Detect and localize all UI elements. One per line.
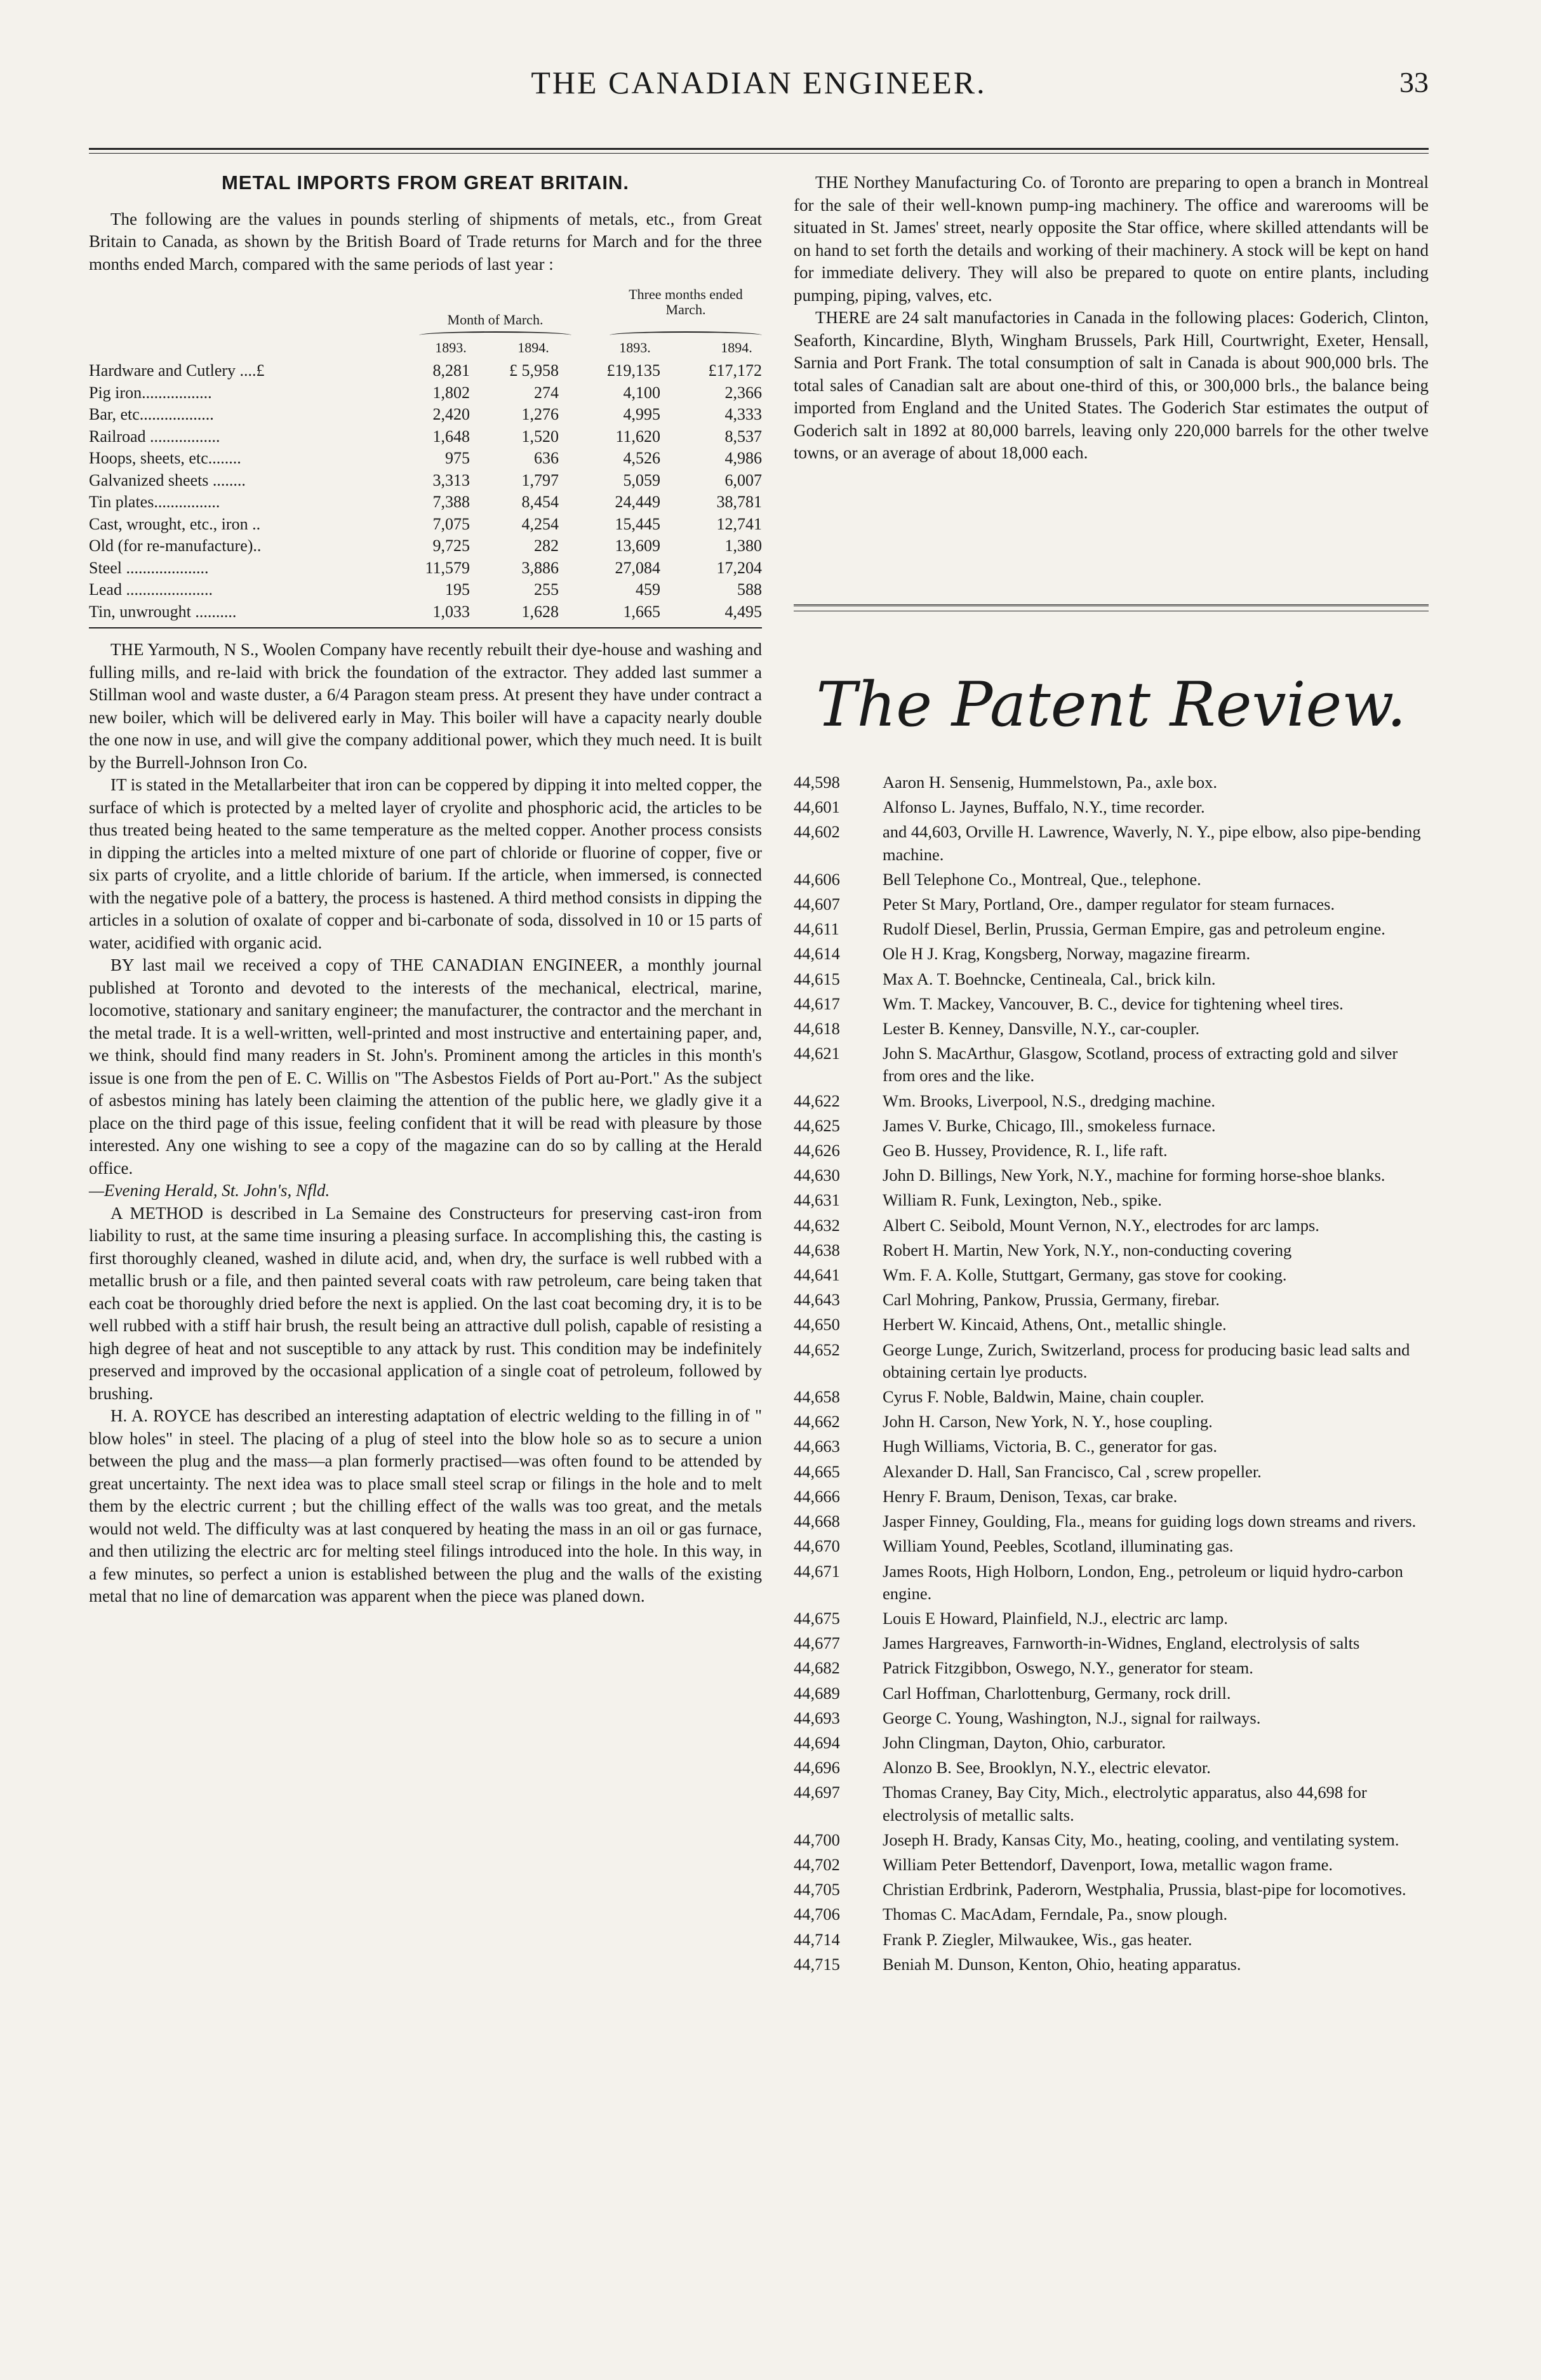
row-label: Cast, wrought, etc., iron ..: [89, 514, 261, 533]
patent-entry: [794, 1829, 1429, 1851]
patent-entry: [794, 1903, 1429, 1925]
row-label: Tin, unwrought ..........: [89, 602, 237, 621]
patent-entry: [794, 1435, 1429, 1458]
table-cell: 24,449: [615, 493, 660, 511]
patent-entry: [794, 1632, 1429, 1654]
table-cell: 1,380: [724, 536, 762, 555]
patent-entry: [794, 943, 1429, 965]
patent-description: James V. Burke, Chicago, Ill., smokeless furnace.: [883, 1115, 1216, 1135]
table-cell: 4,526: [623, 449, 660, 467]
section-heading-metal-imports: METAL IMPORTS FROM GREAT BRITAIN.: [221, 171, 630, 194]
patent-entry: [794, 1732, 1429, 1754]
paragraph-yarmouth: THE Yarmouth, N S., Woolen Company have recently rebuilt their dye-house and washing and fulling mills, and re-laid with brick the foundation of the extractor. They added last summer a Stillman wool and waste duster, a 6/4 Paragon steam press. At present they have under contract a new boiler, which will be delivered early in May. This boiler will have a capacity nearly double the one now in use, and will give the company additional power, which they much need. It is built by the Burrell-Johnson Iron Co.: [89, 640, 762, 772]
patent-entry: [794, 1313, 1429, 1336]
patent-number: 44,618: [794, 1019, 840, 1039]
patent-description: Hugh Williams, Victoria, B. C., generator for gas.: [883, 1437, 1217, 1456]
patent-description: Wm. F. A. Kolle, Stuttgart, Germany, gas stove for cooking.: [883, 1265, 1287, 1285]
table-cell: 11,579: [425, 558, 470, 577]
table-cell: 3,313: [432, 470, 470, 489]
table-cell: 1,276: [521, 405, 559, 423]
patent-description: Max A. T. Boehncke, Centineala, Cal., brick kiln.: [883, 969, 1216, 988]
table-row: [89, 425, 762, 448]
patent-number: 44,658: [794, 1387, 840, 1407]
patent-entry: [794, 1239, 1429, 1261]
patent-number: 44,598: [794, 773, 840, 792]
table-cell: 4,100: [623, 383, 660, 402]
patent-entry: [794, 918, 1429, 940]
table-cell: 4,995: [623, 405, 660, 423]
patent-number: 44,663: [794, 1437, 840, 1456]
patent-description: Christian Erdbrink, Paderorn, Westphalia, Prussia, blast-pipe for locomotives.: [883, 1880, 1406, 1899]
patent-entry: [794, 1264, 1429, 1286]
table-row: [89, 382, 762, 404]
table-cell: £19,135: [606, 361, 660, 380]
row-label: Steel ....................: [89, 558, 209, 577]
patent-description: Carl Mohring, Pankow, Prussia, Germany, firebar.: [883, 1290, 1220, 1310]
table-cell: 459: [636, 580, 660, 599]
table-cell: 1,802: [432, 383, 470, 402]
patent-description: John D. Billings, New York, N.Y., machine for forming horse-shoe blanks.: [883, 1166, 1385, 1185]
table-cell: 8,281: [432, 361, 470, 380]
patent-description: Frank P. Ziegler, Milwaukee, Wis., gas heater.: [883, 1929, 1192, 1949]
table-cell: 8,454: [521, 493, 559, 511]
patent-description: Wm. T. Mackey, Vancouver, B. C., device for tightening wheel tires.: [883, 994, 1344, 1013]
patent-entry: [794, 1214, 1429, 1237]
patent-entry: [794, 1140, 1429, 1162]
patent-entry: [794, 1386, 1429, 1408]
journal-title: THE CANADIAN ENGINEER.: [531, 65, 987, 100]
patent-number: 44,696: [794, 1758, 840, 1778]
patent-number: 44,697: [794, 1783, 840, 1802]
table-row: [89, 447, 762, 469]
table-cell: 195: [445, 580, 470, 599]
table-cell: 3,886: [521, 558, 559, 577]
patent-entry: [794, 1854, 1429, 1876]
patent-description: William Peter Bettendorf, Davenport, Iowa, metallic wagon frame.: [883, 1854, 1333, 1874]
patent-entry: [794, 1486, 1429, 1508]
herald-signature: —Evening Herald, St. John's, Nfld.: [89, 1181, 330, 1200]
patent-number: 44,702: [794, 1854, 840, 1874]
row-label: Bar, etc..................: [89, 405, 214, 423]
patent-entry: [794, 1929, 1429, 1951]
patent-number: 44,611: [794, 919, 839, 939]
patent-number: 44,606: [794, 869, 840, 889]
table-cell: 975: [445, 449, 470, 467]
table-cell: 4,986: [724, 449, 762, 467]
patent-description: Henry F. Braum, Denison, Texas, car brake.: [883, 1486, 1178, 1506]
table-cell: 282: [534, 536, 559, 555]
table-cell: 255: [534, 580, 559, 599]
patent-number: 44,694: [794, 1732, 840, 1752]
patent-description: Rudolf Diesel, Berlin, Prussia, German Empire, gas and petroleum engine.: [883, 919, 1385, 939]
paragraph-salt: THERE are 24 salt manufactories in Canada in the following places: Goderich, Clinton, Seaforth, Kincardine, Blyth, Wingham Brussels, Park Hill, Courtwright, Exeter, Hensall, Sarnia and Port Frank. The total consumption of salt in Canada is about 900,000 brls. The total sales of Canadian salt are about one-third of this, or 300,000 brls., the balance being imported from England and the United States. The Goderich Star estimates the output of Goderich salt in 1892 at 80,000 barrels, leaving only 220,000 barrels for the other twelve towns, or an average of about 18,000 each.: [794, 308, 1429, 462]
patent-number: 44,682: [794, 1658, 840, 1678]
table-row: [89, 359, 762, 382]
patent-entry: [794, 893, 1429, 915]
table-cell: 7,388: [432, 493, 470, 511]
patent-description: Herbert W. Kincaid, Athens, Ont., metallic shingle.: [883, 1315, 1227, 1334]
patent-entry: [794, 1757, 1429, 1779]
patent-description: John S. MacArthur, Glasgow, Scotland, process of extracting gold and silver from ores and the like.: [883, 1044, 1398, 1086]
table-cell: 12,741: [716, 514, 762, 533]
patent-number: 44,630: [794, 1166, 840, 1185]
patent-description: George C. Young, Washington, N.J., signal for railways.: [883, 1708, 1261, 1727]
patent-list: [794, 771, 1429, 1978]
patent-entry: [794, 821, 1429, 865]
patent-number: 44,621: [794, 1044, 840, 1063]
patent-number: 44,626: [794, 1141, 840, 1160]
patent-entry: [794, 993, 1429, 1015]
patent-entry: [794, 1657, 1429, 1679]
section-rule: [794, 604, 1429, 606]
table-cell: 8,537: [724, 427, 762, 446]
patent-description: Albert C. Seibold, Mount Vernon, N.Y., electrodes for arc lamps.: [883, 1215, 1319, 1235]
patent-entry: [794, 1878, 1429, 1901]
patent-entry: [794, 1510, 1429, 1532]
patent-description: Beniah M. Dunson, Kenton, Ohio, heating apparatus.: [883, 1954, 1241, 1974]
year-header: 1894.: [517, 340, 549, 356]
patent-description: John H. Carson, New York, N. Y., hose coupling.: [883, 1412, 1213, 1432]
patent-entry: [794, 868, 1429, 891]
patent-number: 44,602: [794, 822, 840, 842]
table-cell: 5,059: [623, 470, 660, 489]
masthead-rule-thin: [89, 153, 1429, 154]
patent-description: Thomas Craney, Bay City, Mich., electrolytic apparatus, also 44,698 for electrolysis of metallic salts.: [883, 1783, 1367, 1825]
patent-entry: [794, 1115, 1429, 1137]
patent-number: 44,625: [794, 1115, 840, 1135]
patent-description: Joseph H. Brady, Kansas City, Mo., heating, cooling, and ventilating system.: [883, 1830, 1399, 1849]
patent-description: Wm. Brooks, Liverpool, N.S., dredging machine.: [883, 1091, 1216, 1110]
patent-number: 44,715: [794, 1954, 840, 1974]
table-row: [89, 491, 762, 513]
patent-description: John Clingman, Dayton, Ohio, carburator.: [883, 1732, 1166, 1752]
patent-number: 44,677: [794, 1633, 840, 1653]
patent-entry: [794, 1018, 1429, 1040]
table-cell: 38,781: [716, 493, 762, 511]
paragraph-cast-iron: A METHOD is described in La Semaine des Constructeurs for preserving cast-iron from liability to rust, at the same time insuring a pleasing surface. In accomplishing this, the casting is first thoroughly cleaned, washed in dilute acid, and, when dry, the surface is well rubbed with a metallic brush or a file, and then painted several coats with raw petroleum, care being taken that each coat be thoroughly dried before the next is applied. On the last coat becoming dry, it is to be well rubbed with a stiff hair brush, the result being an attractive dull polish, capable of resisting a high degree of heat and not susceptible to any attack by rust. This condition may be indefinitely preserved and improved by the occasional application of a single coat of petroleum, followed by brushing.: [89, 1203, 762, 1403]
table-cell: 4,495: [724, 602, 762, 621]
row-label: Lead .....................: [89, 580, 213, 599]
table-cell: 13,609: [615, 536, 660, 555]
patent-number: 44,622: [794, 1091, 840, 1110]
patent-number: 44,671: [794, 1561, 840, 1581]
patent-number: 44,631: [794, 1190, 840, 1210]
patent-number: 44,668: [794, 1512, 840, 1531]
imports-table: [89, 283, 762, 628]
table-row: [89, 469, 762, 491]
row-label: Galvanized sheets ........: [89, 470, 246, 489]
patent-number: 44,700: [794, 1830, 840, 1849]
paragraph-intro: The following are the values in pounds sterling of shipments of metals, etc., from Great Britain to Canada, as shown by the British Board of Trade returns for March and for the three months ended March, compared with the same periods of last year :: [89, 209, 762, 274]
table-cell: £ 5,958: [509, 361, 559, 380]
patent-description: George Lunge, Zurich, Switzerland, process for producing basic lead salts and obtaining certain lye products.: [883, 1340, 1410, 1381]
row-label: Pig iron.................: [89, 383, 212, 402]
table-cell: 588: [737, 580, 762, 599]
row-label: Hoops, sheets, etc........: [89, 449, 241, 467]
header-month: Month of March.: [447, 312, 544, 328]
patent-description: James Roots, High Holborn, London, Eng., petroleum or liquid hydro-carbon engine.: [883, 1561, 1403, 1603]
patent-description: William Yound, Peebles, Scotland, illuminating gas.: [883, 1536, 1234, 1556]
patent-entry: [794, 968, 1429, 990]
patent-number: 44,607: [794, 894, 840, 914]
patent-entry: [794, 1189, 1429, 1211]
header-three-months: Three months ended March.: [629, 286, 743, 317]
patent-entry: [794, 1682, 1429, 1705]
patent-number: 44,705: [794, 1880, 840, 1899]
paragraph-welding: H. A. ROYCE has described an interesting adaptation of electric welding to the filling in of " blow holes" in steel. The placing of a plug of steel into the blow hole so as to secure a union between the plug and the mass—a plan formerly practised—was often found to be attended by great uncertainty. The next idea was to place small steel scrap or filings in the hole and to melt them by the electric current ; but the chilling effect of the walls was too great, and the metals would not weld. The difficulty was at last conquered by heating the mass in an oil or gas furnace, and then utilizing the electric arc for melting steel filings introduced into the hole. In this way, in a few minutes, so perfect a union is established between the plug and the walls of the existing metal that no line of demarcation was apparent when the piece was planed down.: [89, 1406, 762, 1606]
patent-number: 44,666: [794, 1486, 840, 1506]
paragraph-coppering: IT is stated in the Metallarbeiter that iron can be coppered by dipping it into melted copper, the surface of which is protected by a melted layer of cryolite and phosphoric acid, the articles to be thus treated being heated to the same temperature as the melted copper. Another process consists in dipping the articles into a melted mixture of one part of chloride or fluorine of copper, five or six parts of cryolite, and a little chloride of barium. If the article, when immersed, is connected with the negative pole of a battery, the process is hastened. A third method consists in dipping the articles in a solution of oxalate of copper and bi-carbonate of soda, dissolved in 10 or 15 parts of water, acidified with organic acid.: [89, 775, 762, 952]
table-bottom-rule: [89, 627, 762, 628]
masthead-rule: [89, 148, 1429, 150]
table-cell: 9,725: [432, 536, 470, 555]
patent-entry: [794, 1042, 1429, 1087]
patent-description: Patrick Fitzgibbon, Oswego, N.Y., generator for steam.: [883, 1658, 1253, 1678]
table-cell: 17,204: [716, 558, 762, 577]
patent-number: 44,670: [794, 1536, 840, 1556]
patent-number: 44,693: [794, 1708, 840, 1727]
table-cell: 27,084: [615, 558, 660, 577]
patent-entry: [794, 1953, 1429, 1976]
table-row: [89, 557, 762, 579]
row-label: Tin plates................: [89, 493, 220, 511]
patent-entry: [794, 1560, 1429, 1605]
patent-entry: [794, 1707, 1429, 1729]
row-label: Old (for re-manufacture)..: [89, 536, 262, 555]
patent-description: Alfonso L. Jaynes, Buffalo, N.Y., time recorder.: [883, 797, 1205, 817]
masthead: [89, 63, 1429, 102]
year-header: 1894.: [721, 340, 752, 356]
patent-number: 44,632: [794, 1215, 840, 1235]
table-row: [89, 403, 762, 425]
patent-number: 44,665: [794, 1461, 840, 1481]
patent-number: 44,675: [794, 1608, 840, 1628]
patent-number: 44,662: [794, 1412, 840, 1432]
table-cell: 1,648: [432, 427, 470, 446]
patent-number: 44,652: [794, 1340, 840, 1359]
table-body: [89, 359, 762, 622]
paragraph-herald: BY last mail we received a copy of THE CANADIAN ENGINEER, a monthly journal published at Toronto and devoted to the interests of the mechanical, electrical, marine, locomotive, stationary and sanitary engineer; the manufacturer, the contractor and the merchant in the metal trade. It is a well-written, well-printed and most instructive and entertaining paper, and, we think, should find many readers in St. John's. Prominent among the articles in this month's issue is one from the pen of E. C. Willis on "The Asbestos Fields of Port au-Port." As the subject of asbestos mining has lately been claiming the attention of the public here, we gladly give it a place on the third page of this issue, feeling confident that it will be read with pleasure by those interested. Any one wishing to see a copy of the magazine can do so by calling at the Herald office.: [89, 955, 762, 1178]
table-cell: 11,620: [615, 427, 660, 446]
patent-number: 44,617: [794, 994, 840, 1013]
patent-review-title: The Patent Review.: [816, 669, 1406, 740]
row-label: Railroad .................: [89, 427, 220, 446]
patent-description: Alexander D. Hall, San Francisco, Cal , screw propeller.: [883, 1461, 1262, 1481]
patent-description: Alonzo B. See, Brooklyn, N.Y., electric elevator.: [883, 1758, 1211, 1778]
table-row: [89, 535, 762, 557]
patent-number: 44,641: [794, 1265, 840, 1285]
patent-description: Cyrus F. Noble, Baldwin, Maine, chain coupler.: [883, 1387, 1204, 1407]
patent-number: 44,706: [794, 1905, 840, 1924]
table-cell: 636: [534, 449, 559, 467]
patent-description: Ole H J. Krag, Kongsberg, Norway, magazine firearm.: [883, 944, 1251, 964]
table-cell: 4,254: [521, 514, 559, 533]
table-cell: 2,420: [432, 405, 470, 423]
patent-description: Geo B. Hussey, Providence, R. I., life raft.: [883, 1141, 1168, 1160]
patent-entry: [794, 1781, 1429, 1826]
patent-number: 44,615: [794, 969, 840, 988]
patent-description: William R. Funk, Lexington, Neb., spike.: [883, 1190, 1162, 1210]
patent-description: and 44,603, Orville H. Lawrence, Waverly, N. Y., pipe elbow, also pipe-bending machine.: [883, 822, 1421, 864]
patent-number: 44,643: [794, 1290, 840, 1310]
paragraph-northey: THE Northey Manufacturing Co. of Toronto are preparing to open a branch in Montreal for the sale of their well-known pump-ing machinery. The office and warerooms will be situated in St. James' street, nearly opposite the Star office, where skilled attendants will be on hand to set forth the details and working of their machinery. A stock will be kept on hand for immediate delivery. They will also be prepared to quote on entire plants, including pumping, piping, valves, etc.: [794, 173, 1429, 305]
table-row: [89, 513, 762, 535]
patent-description: Lester B. Kenney, Dansville, N.Y., car-coupler.: [883, 1019, 1200, 1039]
table-row: [89, 601, 762, 623]
table-cell: 1,665: [623, 602, 660, 621]
table-row: [89, 578, 762, 601]
table-cell: 274: [534, 383, 559, 402]
patent-description: Louis E Howard, Plainfield, N.J., electric arc lamp.: [883, 1608, 1228, 1628]
patent-entry: [794, 1535, 1429, 1557]
patent-entry: [794, 1461, 1429, 1483]
patent-number: 44,614: [794, 944, 840, 964]
patent-entry: [794, 1411, 1429, 1433]
left-column: [89, 171, 762, 1608]
patent-number: 44,650: [794, 1315, 840, 1334]
table-cell: 6,007: [724, 470, 762, 489]
patent-description: Thomas C. MacAdam, Ferndale, Pa., snow plough.: [883, 1905, 1228, 1924]
patent-entry: [794, 771, 1429, 794]
table-header: [89, 283, 762, 359]
row-label: Hardware and Cutlery ....£: [89, 361, 265, 380]
patent-description: Aaron H. Sensenig, Hummelstown, Pa., axle box.: [883, 773, 1217, 792]
table-cell: 1,520: [521, 427, 559, 446]
table-cell: £17,172: [708, 361, 762, 380]
patent-description: Peter St Mary, Portland, Ore., damper regulator for steam furnaces.: [883, 894, 1335, 914]
table-cell: 2,366: [724, 383, 762, 402]
table-cell: 1,628: [521, 602, 559, 621]
patent-entry: [794, 1090, 1429, 1112]
patent-entry: [794, 796, 1429, 818]
patent-number: 44,601: [794, 797, 840, 817]
patent-description: Jasper Finney, Goulding, Fla., means for guiding logs down streams and rivers.: [883, 1512, 1417, 1531]
year-header: 1893.: [435, 340, 467, 356]
patent-entry: [794, 1339, 1429, 1383]
table-cell: 1,033: [432, 602, 470, 621]
patent-number: 44,714: [794, 1929, 840, 1949]
patent-number: 44,689: [794, 1683, 840, 1703]
table-cell: 15,445: [615, 514, 660, 533]
year-header: 1893.: [619, 340, 651, 356]
table-cell: 1,797: [521, 470, 559, 489]
patent-number: 44,638: [794, 1240, 840, 1260]
patent-entry: [794, 1164, 1429, 1187]
right-column-top: [794, 171, 1429, 465]
table-cell: 4,333: [724, 405, 762, 423]
patent-entry: [794, 1607, 1429, 1630]
patent-description: Bell Telephone Co., Montreal, Que., telephone.: [883, 869, 1201, 889]
patent-description: James Hargreaves, Farnworth-in-Widnes, England, electrolysis of salts: [883, 1633, 1360, 1653]
patent-description: Carl Hoffman, Charlottenburg, Germany, rock drill.: [883, 1683, 1231, 1703]
page-number: 33: [1399, 66, 1429, 98]
patent-description: Robert H. Martin, New York, N.Y., non-conducting covering: [883, 1240, 1292, 1260]
table-cell: 7,075: [432, 514, 470, 533]
patent-entry: [794, 1289, 1429, 1311]
